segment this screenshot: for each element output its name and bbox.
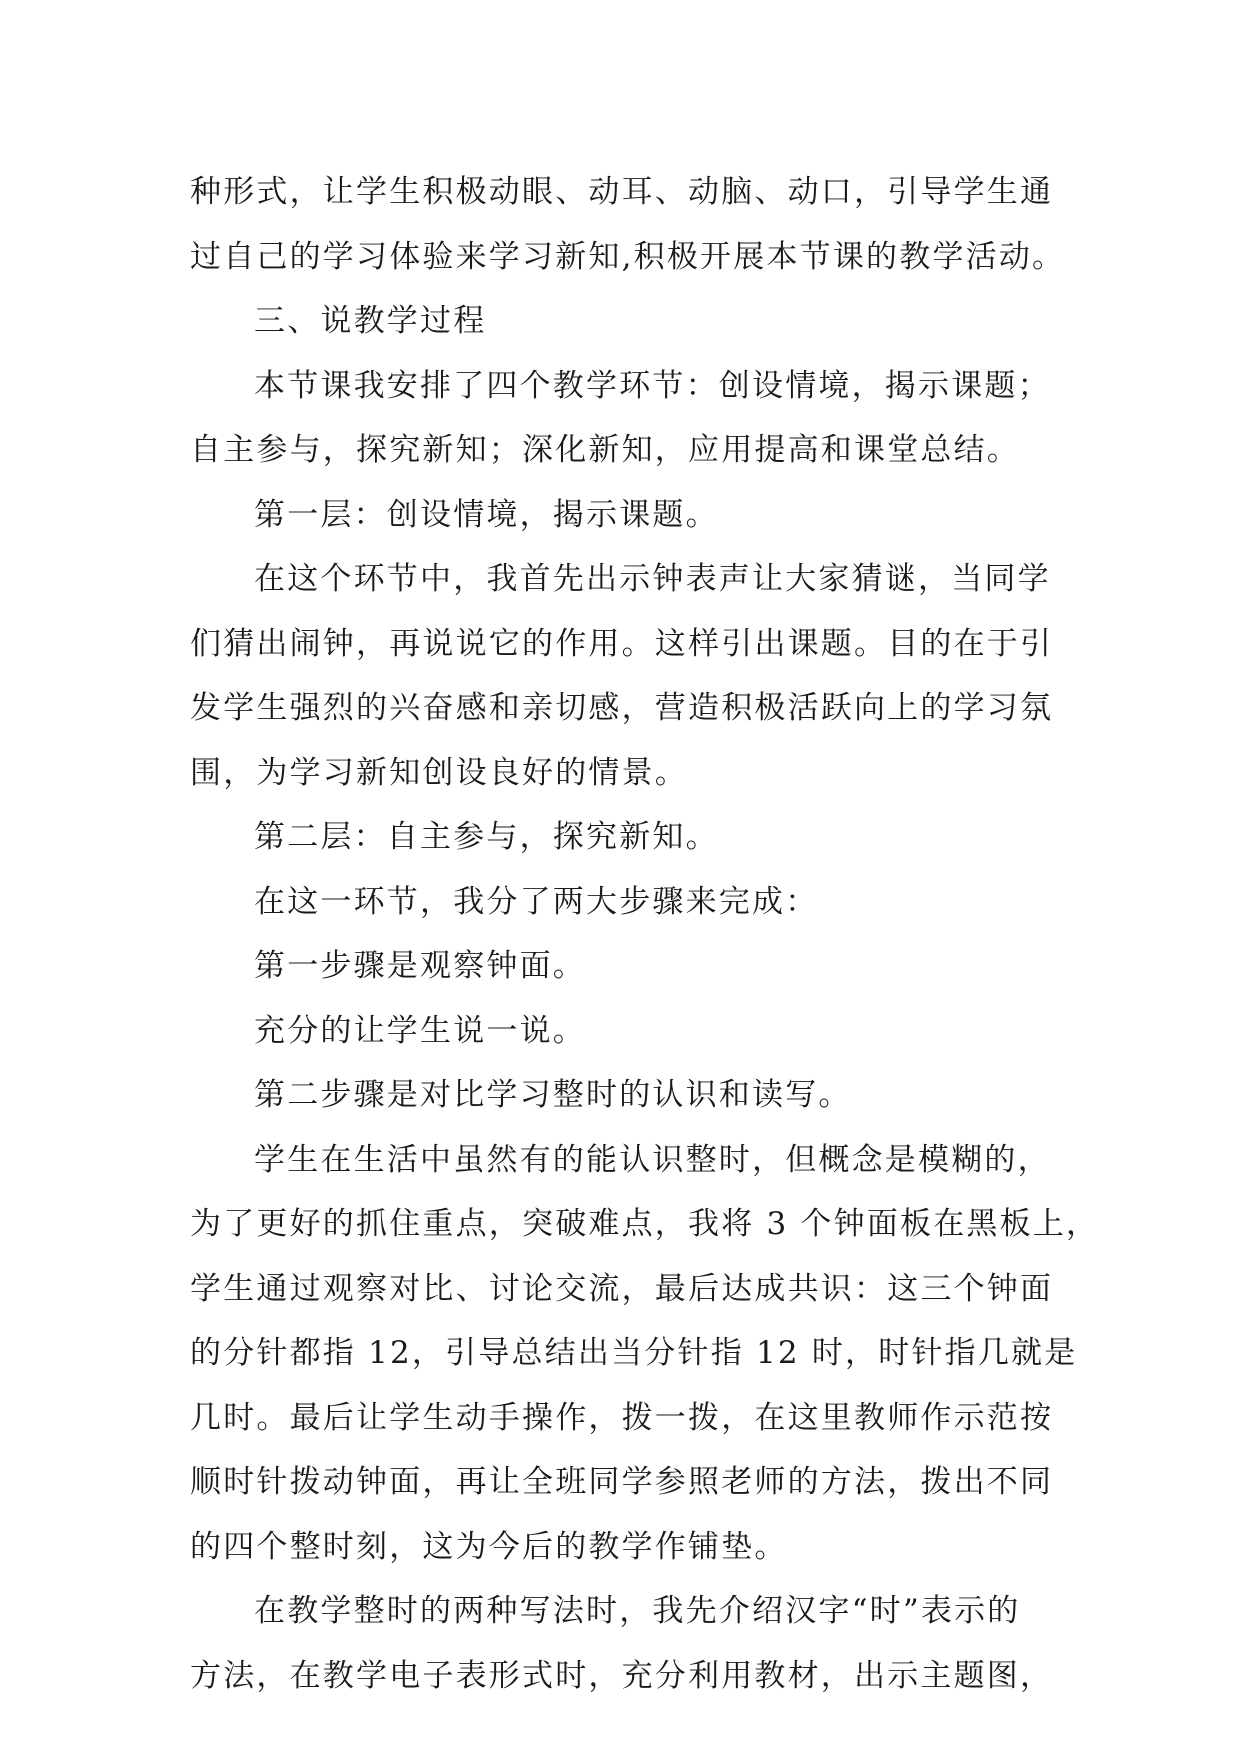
section-heading: 三、说教学过程 bbox=[254, 303, 487, 339]
text-line: 在教学整时的两种写法时，我先介绍汉字“时”表示的 bbox=[254, 1593, 1021, 1629]
body-text bbox=[190, 160, 1100, 1708]
subsection-heading: 第二层：自主参与，探究新知。 bbox=[254, 819, 719, 855]
text-line: 本节课我安排了四个教学环节：创设情境，揭示课题； bbox=[254, 367, 1051, 404]
text-line: 为了更好的抓住重点，突破难点，我将 3 个钟面板在黑板上， bbox=[190, 1206, 1100, 1242]
text-line: 第一步骤是观察钟面。 bbox=[254, 948, 586, 984]
text-line: 们猜出闹钟，再说说它的作用。这样引出课题。目的在于引 bbox=[190, 625, 1054, 662]
text-line: 几时。最后让学生动手操作，拨一拨，在这里教师作示范按 bbox=[190, 1399, 1054, 1436]
text-line: 学生通过观察对比、讨论交流，最后达成共识：这三个钟面 bbox=[190, 1270, 1054, 1307]
text-line: 顺时针拨动钟面，再让全班同学参照老师的方法，拨出不同 bbox=[190, 1464, 1054, 1500]
text-line: 充分的让学生说一说。 bbox=[254, 1012, 586, 1049]
text-line: 发学生强烈的兴奋感和亲切感，营造积极活跃向上的学习氛 bbox=[190, 690, 1054, 726]
text-line: 的分针都指 12，引导总结出当分针指 12 时，时针指几就是 bbox=[190, 1335, 1078, 1371]
text-line: 在这一环节，我分了两大步骤来完成： bbox=[254, 883, 819, 920]
text-line: 种形式，让学生积极动眼、动耳、动脑、动口，引导学生通 bbox=[190, 174, 1054, 210]
text-line: 方法，在教学电子表形式时，充分利用教材，出示主题图， bbox=[190, 1657, 1054, 1694]
text-line: 过自己的学习体验来学习新知,积极开展本节课的教学活动。 bbox=[190, 238, 1066, 275]
text-line: 学生在生活中虽然有的能认识整时，但概念是模糊的， bbox=[254, 1141, 1051, 1178]
text-line: 第二步骤是对比学习整时的认识和读写。 bbox=[254, 1077, 852, 1113]
text-line: 自主参与，探究新知；深化新知，应用提高和课堂总结。 bbox=[190, 432, 1020, 468]
text-line: 围，为学习新知创设良好的情景。 bbox=[190, 754, 688, 791]
subsection-heading: 第一层：创设情境，揭示课题。 bbox=[254, 496, 719, 533]
text-line: 的四个整时刻，这为今后的教学作铺垫。 bbox=[190, 1528, 788, 1565]
text-line: 在这个环节中，我首先出示钟表声让大家猜谜，当同学 bbox=[254, 561, 1051, 597]
